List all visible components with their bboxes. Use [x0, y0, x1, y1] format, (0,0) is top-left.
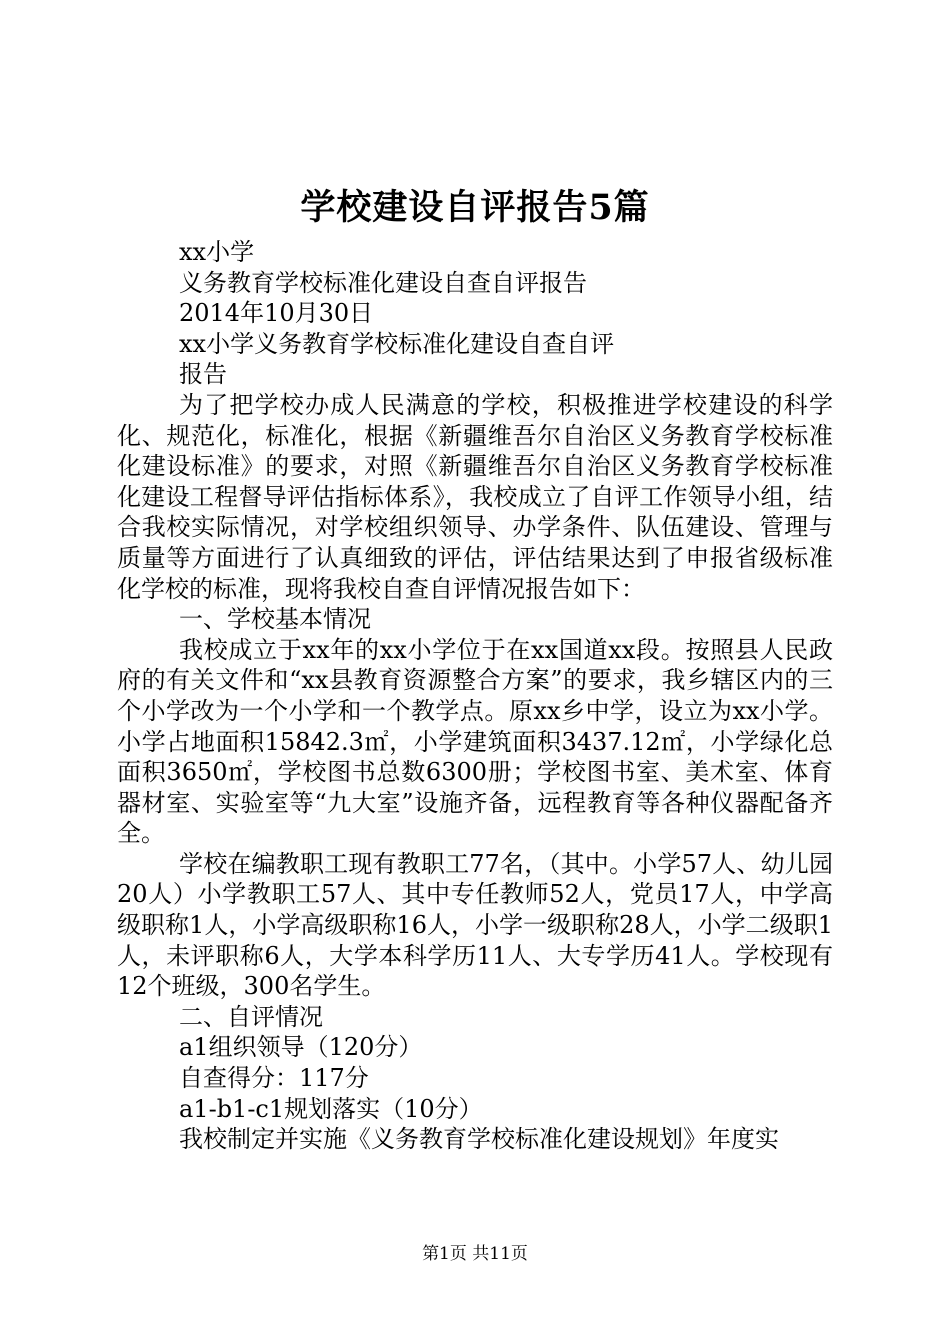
school-name-line: xx小学: [179, 238, 255, 266]
intro-paragraph: 为了把学校办成人民满意的学校，积极推进学校建设的科学化、规范化，标准化，根据《新疆维吾尔自治区义务教育学校标准化建设标准》的要求，对照《新疆维吾尔自治区义务教育学校标准化建设工程督导评估指标体系》，我校成立了自评工作领导小组，结合我校实际情况，对学校组织领导、办学条件、队伍建设、管理与质量等方面进行了认真细致的评估，评估结果达到了申报省级标准化学校的标准，现将我校自查自评情况报告如下：: [117, 390, 833, 603]
report-heading-line: xx小学义务教育学校标准化建设自查自评: [179, 329, 615, 358]
page-footer: 第1页 共11页: [422, 1244, 528, 1264]
document-title: 学校建设自评报告5篇: [300, 187, 650, 228]
report-subtitle-line: 义务教育学校标准化建设自查自评报告: [179, 268, 587, 297]
report-date-line: 2014年10月30日: [179, 299, 374, 328]
section-heading-basic-info: 一、学校基本情况: [179, 605, 371, 634]
document-body: [117, 237, 833, 1155]
staff-info-paragraph: 学校在编教职工现有教职工77名，（其中。小学57人、幼儿园20人）小学教职工57人、其中专任教师52人，党员17人，中学高级职称1人，小学高级职称16人，小学一级职称28人，小学二级职1人，未评职称6人，大学本科学历11人、大专学历41人。学校现有12个班级，300名学生。: [117, 849, 833, 1001]
report-heading-line-continued: 报告: [179, 360, 227, 389]
item-a1-heading: a1组织领导（120分）: [179, 1033, 423, 1062]
item-a1-b1-c1-heading: a1-b1-c1规划落实（10分）: [179, 1094, 483, 1123]
item-a1-score: 自查得分：117分: [179, 1064, 369, 1093]
basic-info-paragraph: 我校成立于xx年的xx小学位于在xx国道xx段。按照县人民政府的有关文件和“xx县教育资源整合方案”的要求，我乡辖区内的三个小学改为一个小学和一个教学点。原xx乡中学，设立为xx小学。小学占地面积15842.3㎡，小学建筑面积3437.12㎡，小学绿化总面积3650㎡，学校图书总数6300册；学校图书室、美术室、体育器材室、实验室等“九大室”设施齐备，远程教育等各种仪器配备齐全。: [117, 635, 833, 848]
item-a1-b1-c1-text: 我校制定并实施《义务教育学校标准化建设规划》年度实: [179, 1125, 779, 1154]
section-heading-self-evaluation: 二、自评情况: [179, 1002, 323, 1031]
